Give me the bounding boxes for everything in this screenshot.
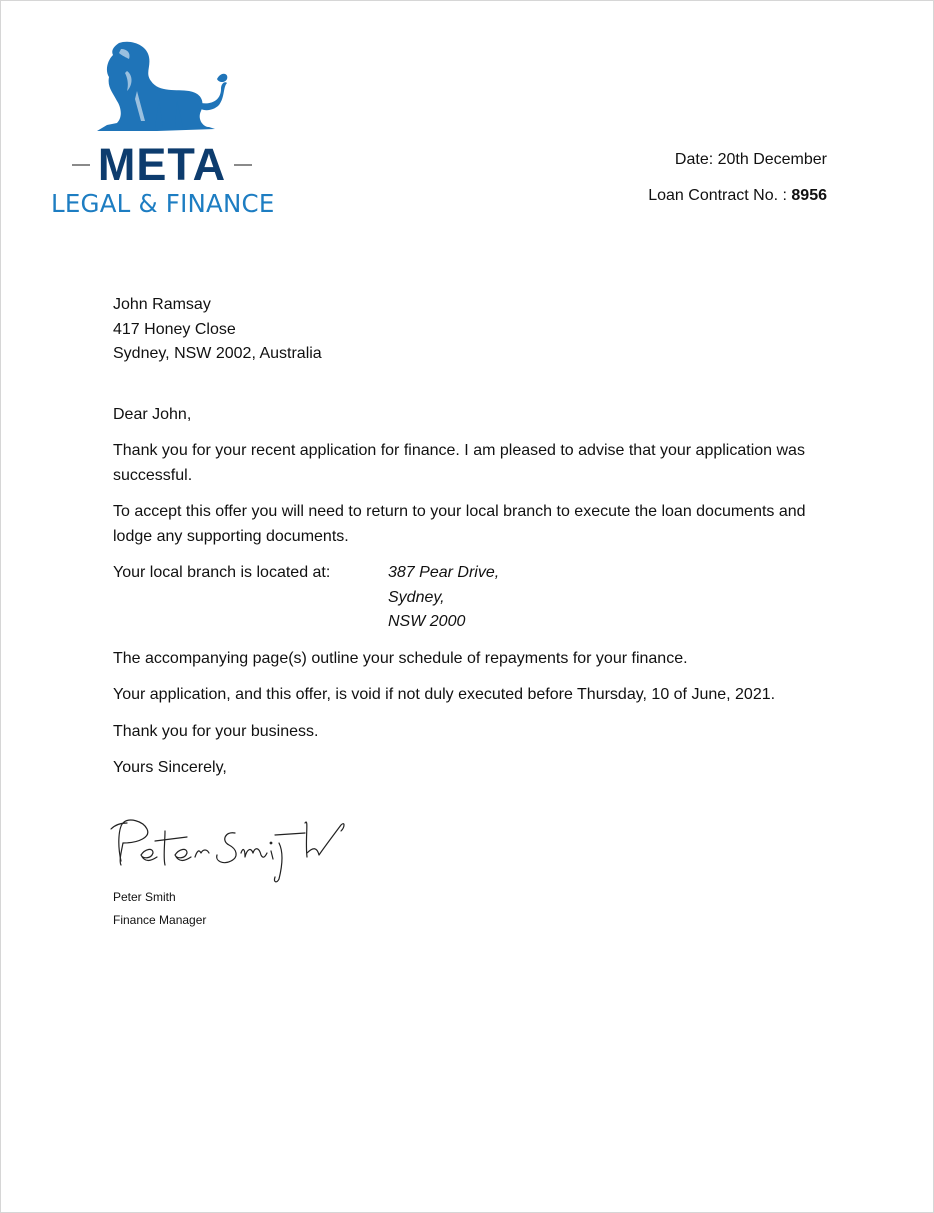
paragraph-approval: Thank you for your recent application for finance. I am pleased to advise that your application was successful. xyxy=(113,442,805,484)
paragraph-schedule: The accompanying page(s) outline your schedule of repayments for your finance. xyxy=(113,649,688,667)
letter-body xyxy=(113,293,835,793)
handwritten-signature xyxy=(109,813,349,887)
branch-address-line: Sydney, xyxy=(388,588,445,606)
branch-location xyxy=(113,561,835,635)
lion-logo-icon xyxy=(97,41,229,133)
letter-meta xyxy=(648,148,827,220)
branch-label: Your local branch is located at: xyxy=(113,564,331,581)
brand-name: META xyxy=(97,139,227,190)
recipient-name: John Ramsay xyxy=(113,296,211,313)
branch-address-line: 387 Pear Drive, xyxy=(388,564,500,581)
paragraph-deadline: Your application, and this offer, is void if not duly executed before Thursday, 10 of June, 2021. xyxy=(113,686,776,703)
closing: Yours Sincerely, xyxy=(113,759,227,776)
loan-contract-number: 8956 xyxy=(791,187,827,204)
logo-dash-right xyxy=(234,164,252,166)
recipient-street: 417 Honey Close xyxy=(113,320,236,338)
company-logo xyxy=(49,41,279,221)
recipient-city: Sydney, NSW 2002, Australia xyxy=(113,345,322,362)
loan-contract xyxy=(648,184,827,208)
letter-date: Date: 20th December xyxy=(674,151,827,168)
branch-address-line: NSW 2000 xyxy=(388,613,466,630)
logo-dash-left xyxy=(72,164,90,166)
loan-contract-label: Loan Contract No. : xyxy=(648,187,792,204)
recipient-address xyxy=(113,293,835,367)
brand-tagline: LEGAL & FINANCE xyxy=(51,189,275,218)
paragraph-accept-offer: To accept this offer you will need to return to your local branch to execute the loan documents and lodge any supporting documents. xyxy=(113,503,806,545)
greeting: Dear John, xyxy=(113,405,192,423)
paragraph-thanks: Thank you for your business. xyxy=(113,722,319,740)
signatory-name: Peter Smith xyxy=(113,890,176,904)
signatory-title: Finance Manager xyxy=(113,913,207,927)
branch-address xyxy=(388,561,499,635)
logo-wordmark xyxy=(49,141,275,189)
